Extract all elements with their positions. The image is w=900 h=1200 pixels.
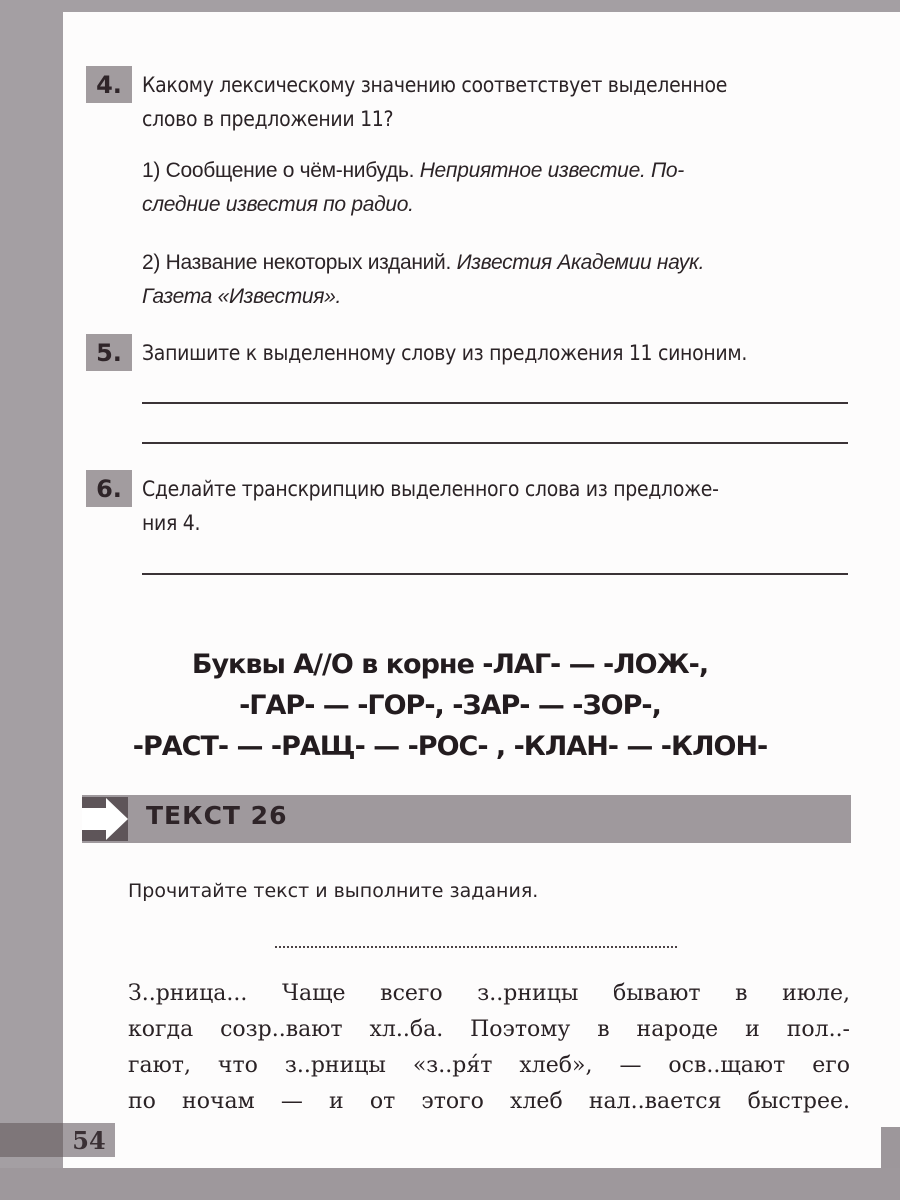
option-examples: Газета «Известия». bbox=[142, 285, 342, 308]
section-instruction: Прочитайте текст и выполните задания. bbox=[128, 880, 539, 902]
task-question bbox=[142, 472, 850, 540]
question-line: Запишите к выделенному слову из предложения 11 синоним. bbox=[142, 341, 748, 365]
task-number-badge: 6. bbox=[86, 470, 132, 507]
option-examples: следние известия по радио. bbox=[142, 193, 414, 216]
page-corner-block bbox=[881, 1127, 900, 1168]
question-line: слово в предложении 11? bbox=[142, 107, 394, 131]
section-header-bar bbox=[82, 795, 851, 843]
rule-heading bbox=[100, 644, 800, 767]
rule-line: -ГАР- — -ГОР-, -ЗАР- — -ЗОР-, bbox=[239, 690, 661, 721]
option-examples: Неприятное известие. По- bbox=[419, 159, 685, 182]
task-question bbox=[142, 336, 850, 370]
question-line: Сделайте транскрипцию выделенного слова из предложе- bbox=[142, 477, 719, 501]
arrow-right-icon bbox=[82, 795, 132, 843]
task-number-badge: 5. bbox=[86, 334, 132, 371]
question-line: Какому лексическому значению соответствует выделенное bbox=[142, 73, 728, 97]
title-placeholder-dotted-line[interactable] bbox=[275, 946, 677, 948]
option-1 bbox=[142, 154, 850, 222]
rule-line: Буквы А//О в корне -ЛАГ- — -ЛОЖ-, bbox=[191, 649, 709, 680]
option-2 bbox=[142, 246, 850, 314]
rule-line: -РАСТ- — -РАЩ- — -РОС- , -КЛАН- — -КЛОН- bbox=[132, 731, 768, 762]
task-number-badge: 4. bbox=[86, 66, 132, 103]
page-frame-left bbox=[0, 0, 63, 1200]
passage-line: З..рница... Чаще всего з..рницы бывают в июле, bbox=[128, 981, 850, 1006]
answer-line[interactable] bbox=[142, 442, 848, 444]
answer-line[interactable] bbox=[142, 573, 848, 575]
option-examples: Известия Академии наук. bbox=[456, 251, 705, 274]
answer-line[interactable] bbox=[142, 402, 848, 404]
page-frame-top bbox=[0, 0, 900, 12]
section-title: ТЕКСТ 26 bbox=[146, 801, 288, 830]
page-number-band bbox=[0, 1123, 63, 1157]
passage-line: гают, что з..рницы «з..ря́т хлеб», — осв..щают его bbox=[128, 1053, 850, 1078]
page-number: 54 bbox=[63, 1123, 115, 1157]
passage-line: когда созр..вают хл..ба. Поэтому в народе и пол..- bbox=[128, 1017, 850, 1042]
option-number: 2) bbox=[142, 251, 161, 274]
page-frame-bottom bbox=[0, 1168, 900, 1200]
task-question bbox=[142, 68, 850, 136]
option-definition: Название некоторых изданий. bbox=[165, 251, 452, 274]
question-line: ния 4. bbox=[142, 511, 201, 535]
option-number: 1) bbox=[142, 159, 161, 182]
reading-passage bbox=[128, 976, 850, 1120]
passage-line: по ночам — и от этого хлеб нал..вается быстрее. bbox=[128, 1089, 850, 1114]
option-definition: Сообщение о чём-нибудь. bbox=[165, 159, 415, 182]
